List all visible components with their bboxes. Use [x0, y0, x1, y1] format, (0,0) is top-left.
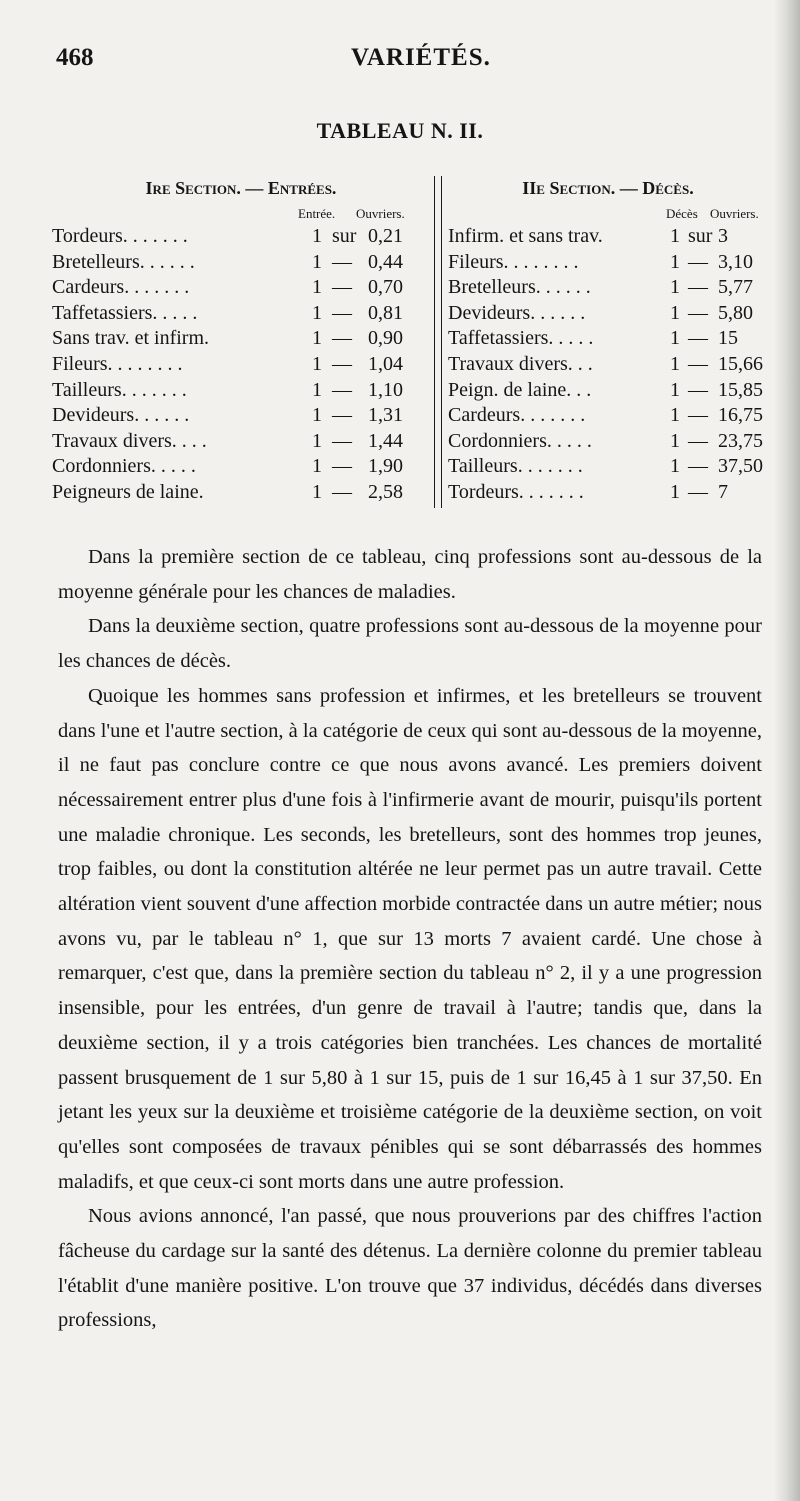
- col-head-ouvriers: Ouvriers.: [710, 206, 759, 221]
- table-row: [448, 250, 768, 276]
- ratio-separator: —: [332, 404, 352, 427]
- profession-name: Cardeurs. . . . . . .: [448, 404, 586, 427]
- ratio-one: 1: [670, 455, 680, 478]
- ratio-separator: —: [332, 352, 352, 375]
- ratio-one: 1: [312, 352, 322, 375]
- ratio-separator: —: [332, 250, 352, 273]
- ratio-one: 1: [312, 455, 322, 478]
- profession-name: Cardeurs. . . . . . .: [52, 276, 190, 299]
- section-deaths: [448, 172, 768, 506]
- ratio-value: 15,85: [718, 378, 763, 401]
- ratio-separator: —: [332, 455, 352, 478]
- ratio-separator: —: [688, 327, 708, 350]
- paragraph: Quoique les hommes sans profession et infirmes, et les bretelleurs se trouvent dans l'une et l'autre section, à la catégorie de ceux qui sont au-dessous de la moyenne, il ne faut pas conclure contre ce que nous avons avancé. Les premiers doivent nécessairement entrer plus d'une fois à l'infirmerie avant de mourir, puisqu'ils portent une maladie chronique. Les seconds, les bretelleurs, sont des hommes trop jeunes, trop faibles, ou dont la constitution altérée ne leur permet pas un autre travail. Cette altération vient souvent d'une affection morbide contractée dans un autre métier; nous avons vu, par le tableau n° 1, que sur 13 morts 7 avaient cardé. Une chose à remarquer, c'est que, dans la première section du tableau n° 2, il y a une progression insensible, pour les entrées, d'un genre de travail à l'autre; tandis que, dans la deuxième section, il y a trois catégories bien tranchées. Les chances de mortalité passent brusquement de 1 sur 5,80 à 1 sur 15, puis de 1 sur 16,45 à 1 sur 37,50. En jetant les yeux sur la deuxième et troisième catégorie de la deuxième section, on voit qu'elles sont composées de travaux pénibles qui se sont débarrassés des hommes maladifs, et que ceux-ci sont morts dans une autre profession.: [58, 684, 762, 1193]
- paragraph: Dans la première section de ce tableau, cinq professions sont au-dessous de la moyenne générale pour les chances de maladies.: [58, 546, 762, 603]
- ratio-value: 3: [718, 225, 728, 247]
- table-row: [448, 378, 768, 404]
- section-title-deaths: IIe Section. — Décès.: [522, 178, 694, 198]
- profession-name: Fileurs. . . . . . . .: [448, 250, 579, 273]
- paragraph: Dans la deuxième section, quatre professions sont au-dessous de la moyenne pour les chances de décès.: [58, 615, 762, 673]
- ratio-one: 1: [670, 352, 680, 375]
- ratio-one: 1: [670, 429, 680, 452]
- ratio-one: 1: [670, 327, 680, 350]
- table-title: TABLEAU N. II.: [316, 118, 484, 143]
- profession-name: Devideurs. . . . . .: [448, 301, 586, 324]
- profession-name: Taffetassiers. . . . .: [448, 327, 594, 350]
- ratio-value: 3,10: [718, 250, 753, 273]
- ratio-value: 1,31: [368, 404, 403, 427]
- ratio-separator: —: [688, 352, 708, 375]
- profession-name: Sans trav. et infirm.: [52, 327, 210, 350]
- ratio-value: 5,77: [718, 276, 753, 299]
- table-row: [52, 275, 430, 301]
- ratio-one: 1: [312, 327, 322, 350]
- ratio-one: 1: [312, 429, 322, 452]
- ratio-one: 1: [312, 480, 322, 503]
- ratio-separator: —: [688, 276, 708, 299]
- column-divider: [434, 176, 442, 508]
- ratio-separator: —: [332, 327, 352, 350]
- profession-name: Cordonniers. . . . .: [52, 455, 196, 478]
- ratio-value: 15: [718, 327, 738, 350]
- profession-name: Fileurs. . . . . . . .: [52, 352, 183, 375]
- ratio-value: 0,44: [368, 250, 403, 273]
- page-header: [56, 44, 756, 84]
- ratio-one: 1: [670, 301, 680, 324]
- table-row: [52, 326, 430, 352]
- profession-name: Bretelleurs. . . . . .: [448, 276, 591, 299]
- col-head-entree: Entrée.: [298, 206, 336, 221]
- ratio-one: 1: [670, 250, 680, 273]
- profession-name: Tailleurs. . . . . . .: [448, 455, 583, 478]
- profession-name: Devideurs. . . . . .: [52, 404, 190, 427]
- table-row: [448, 480, 768, 506]
- profession-name: Tordeurs. . . . . . .: [448, 480, 584, 503]
- profession-name: Peign. de laine. . .: [448, 378, 592, 401]
- ratio-value: 23,75: [718, 429, 763, 452]
- ratio-separator: —: [332, 429, 352, 452]
- ratio-separator: sur: [688, 225, 713, 247]
- profession-name: Travaux divers. . . .: [52, 429, 207, 452]
- table-row: [52, 403, 430, 429]
- page-number: 468: [56, 44, 94, 71]
- table-row: [52, 429, 430, 455]
- ratio-separator: —: [688, 480, 708, 503]
- ratio-one: 1: [312, 378, 322, 401]
- ratio-one: 1: [312, 225, 322, 247]
- running-head: VARIÉTÉS.: [351, 44, 491, 71]
- paragraph: Nous avions annoncé, l'an passé, que nous prouverions par des chiffres l'action fâcheuse du cardage sur la santé des détenus. La dernière colonne du premier tableau l'établit d'une manière positive. L'on trouve que 37 individus, décédés dans diverses professions,: [58, 1205, 762, 1332]
- column-headers-deaths: [448, 204, 768, 224]
- ratio-separator: —: [688, 404, 708, 427]
- ratio-value: 0,90: [368, 327, 403, 350]
- table-row: [448, 326, 768, 352]
- profession-name: Taffetassiers. . . . .: [52, 301, 198, 324]
- ratio-separator: —: [332, 276, 352, 299]
- table-row: [448, 403, 768, 429]
- table-row: [52, 480, 430, 506]
- ratio-value: 0,81: [368, 301, 403, 324]
- table-row: [52, 378, 430, 404]
- ratio-one: 1: [670, 225, 680, 247]
- profession-name: Bretelleurs. . . . . .: [52, 250, 195, 273]
- profession-name: Tordeurs. . . . . . .: [52, 225, 188, 247]
- ratio-value: 0,70: [368, 276, 403, 299]
- profession-name: Peigneurs de laine.: [52, 480, 204, 503]
- ratio-separator: —: [688, 250, 708, 273]
- table-row: [448, 224, 768, 250]
- ratio-value: 7: [718, 480, 728, 503]
- ratio-separator: —: [688, 378, 708, 401]
- table-row: [448, 301, 768, 327]
- ratio-separator: —: [688, 301, 708, 324]
- ratio-separator: —: [688, 455, 708, 478]
- statistics-table: [52, 172, 766, 512]
- ratio-separator: —: [332, 301, 352, 324]
- ratio-one: 1: [670, 276, 680, 299]
- ratio-one: 1: [670, 404, 680, 427]
- profession-name: Cordonniers. . . . .: [448, 429, 592, 452]
- column-headers-entries: [52, 204, 430, 224]
- ratio-one: 1: [312, 250, 322, 273]
- table-row: [52, 301, 430, 327]
- table-row: [448, 275, 768, 301]
- ratio-separator: sur: [332, 225, 357, 247]
- table-row: [52, 250, 430, 276]
- section-entries: [52, 172, 430, 506]
- body-text: [58, 540, 762, 1338]
- table-row: [52, 224, 430, 250]
- ratio-value: 0,21: [368, 225, 403, 247]
- ratio-separator: —: [332, 480, 352, 503]
- table-row: [448, 429, 768, 455]
- ratio-value: 1,90: [368, 455, 403, 478]
- profession-name: Tailleurs. . . . . . .: [52, 378, 187, 401]
- ratio-value: 2,58: [368, 480, 403, 503]
- page-edge-shadow: [774, 0, 800, 1501]
- col-head-ouvriers: Ouvriers.: [356, 206, 405, 221]
- section-title-entries: Ire Section. — Entrées.: [145, 178, 337, 198]
- profession-name: Infirm. et sans trav.: [448, 225, 603, 247]
- ratio-value: 1,10: [368, 378, 403, 401]
- ratio-value: 16,75: [718, 404, 763, 427]
- ratio-value: 1,44: [368, 429, 403, 452]
- table-row: [52, 454, 430, 480]
- rows-deaths: [448, 224, 768, 506]
- ratio-value: 37,50: [718, 455, 763, 478]
- ratio-one: 1: [312, 276, 322, 299]
- ratio-one: 1: [670, 480, 680, 503]
- ratio-separator: —: [688, 429, 708, 452]
- ratio-value: 1,04: [368, 352, 403, 375]
- table-row: [52, 352, 430, 378]
- rows-entries: [52, 224, 430, 506]
- ratio-value: 5,80: [718, 301, 753, 324]
- ratio-separator: —: [332, 378, 352, 401]
- col-head-deces: Décès: [666, 206, 698, 221]
- profession-name: Travaux divers. . .: [448, 352, 593, 375]
- ratio-value: 15,66: [718, 352, 763, 375]
- table-row: [448, 352, 768, 378]
- ratio-one: 1: [670, 378, 680, 401]
- ratio-one: 1: [312, 404, 322, 427]
- ratio-one: 1: [312, 301, 322, 324]
- table-row: [448, 454, 768, 480]
